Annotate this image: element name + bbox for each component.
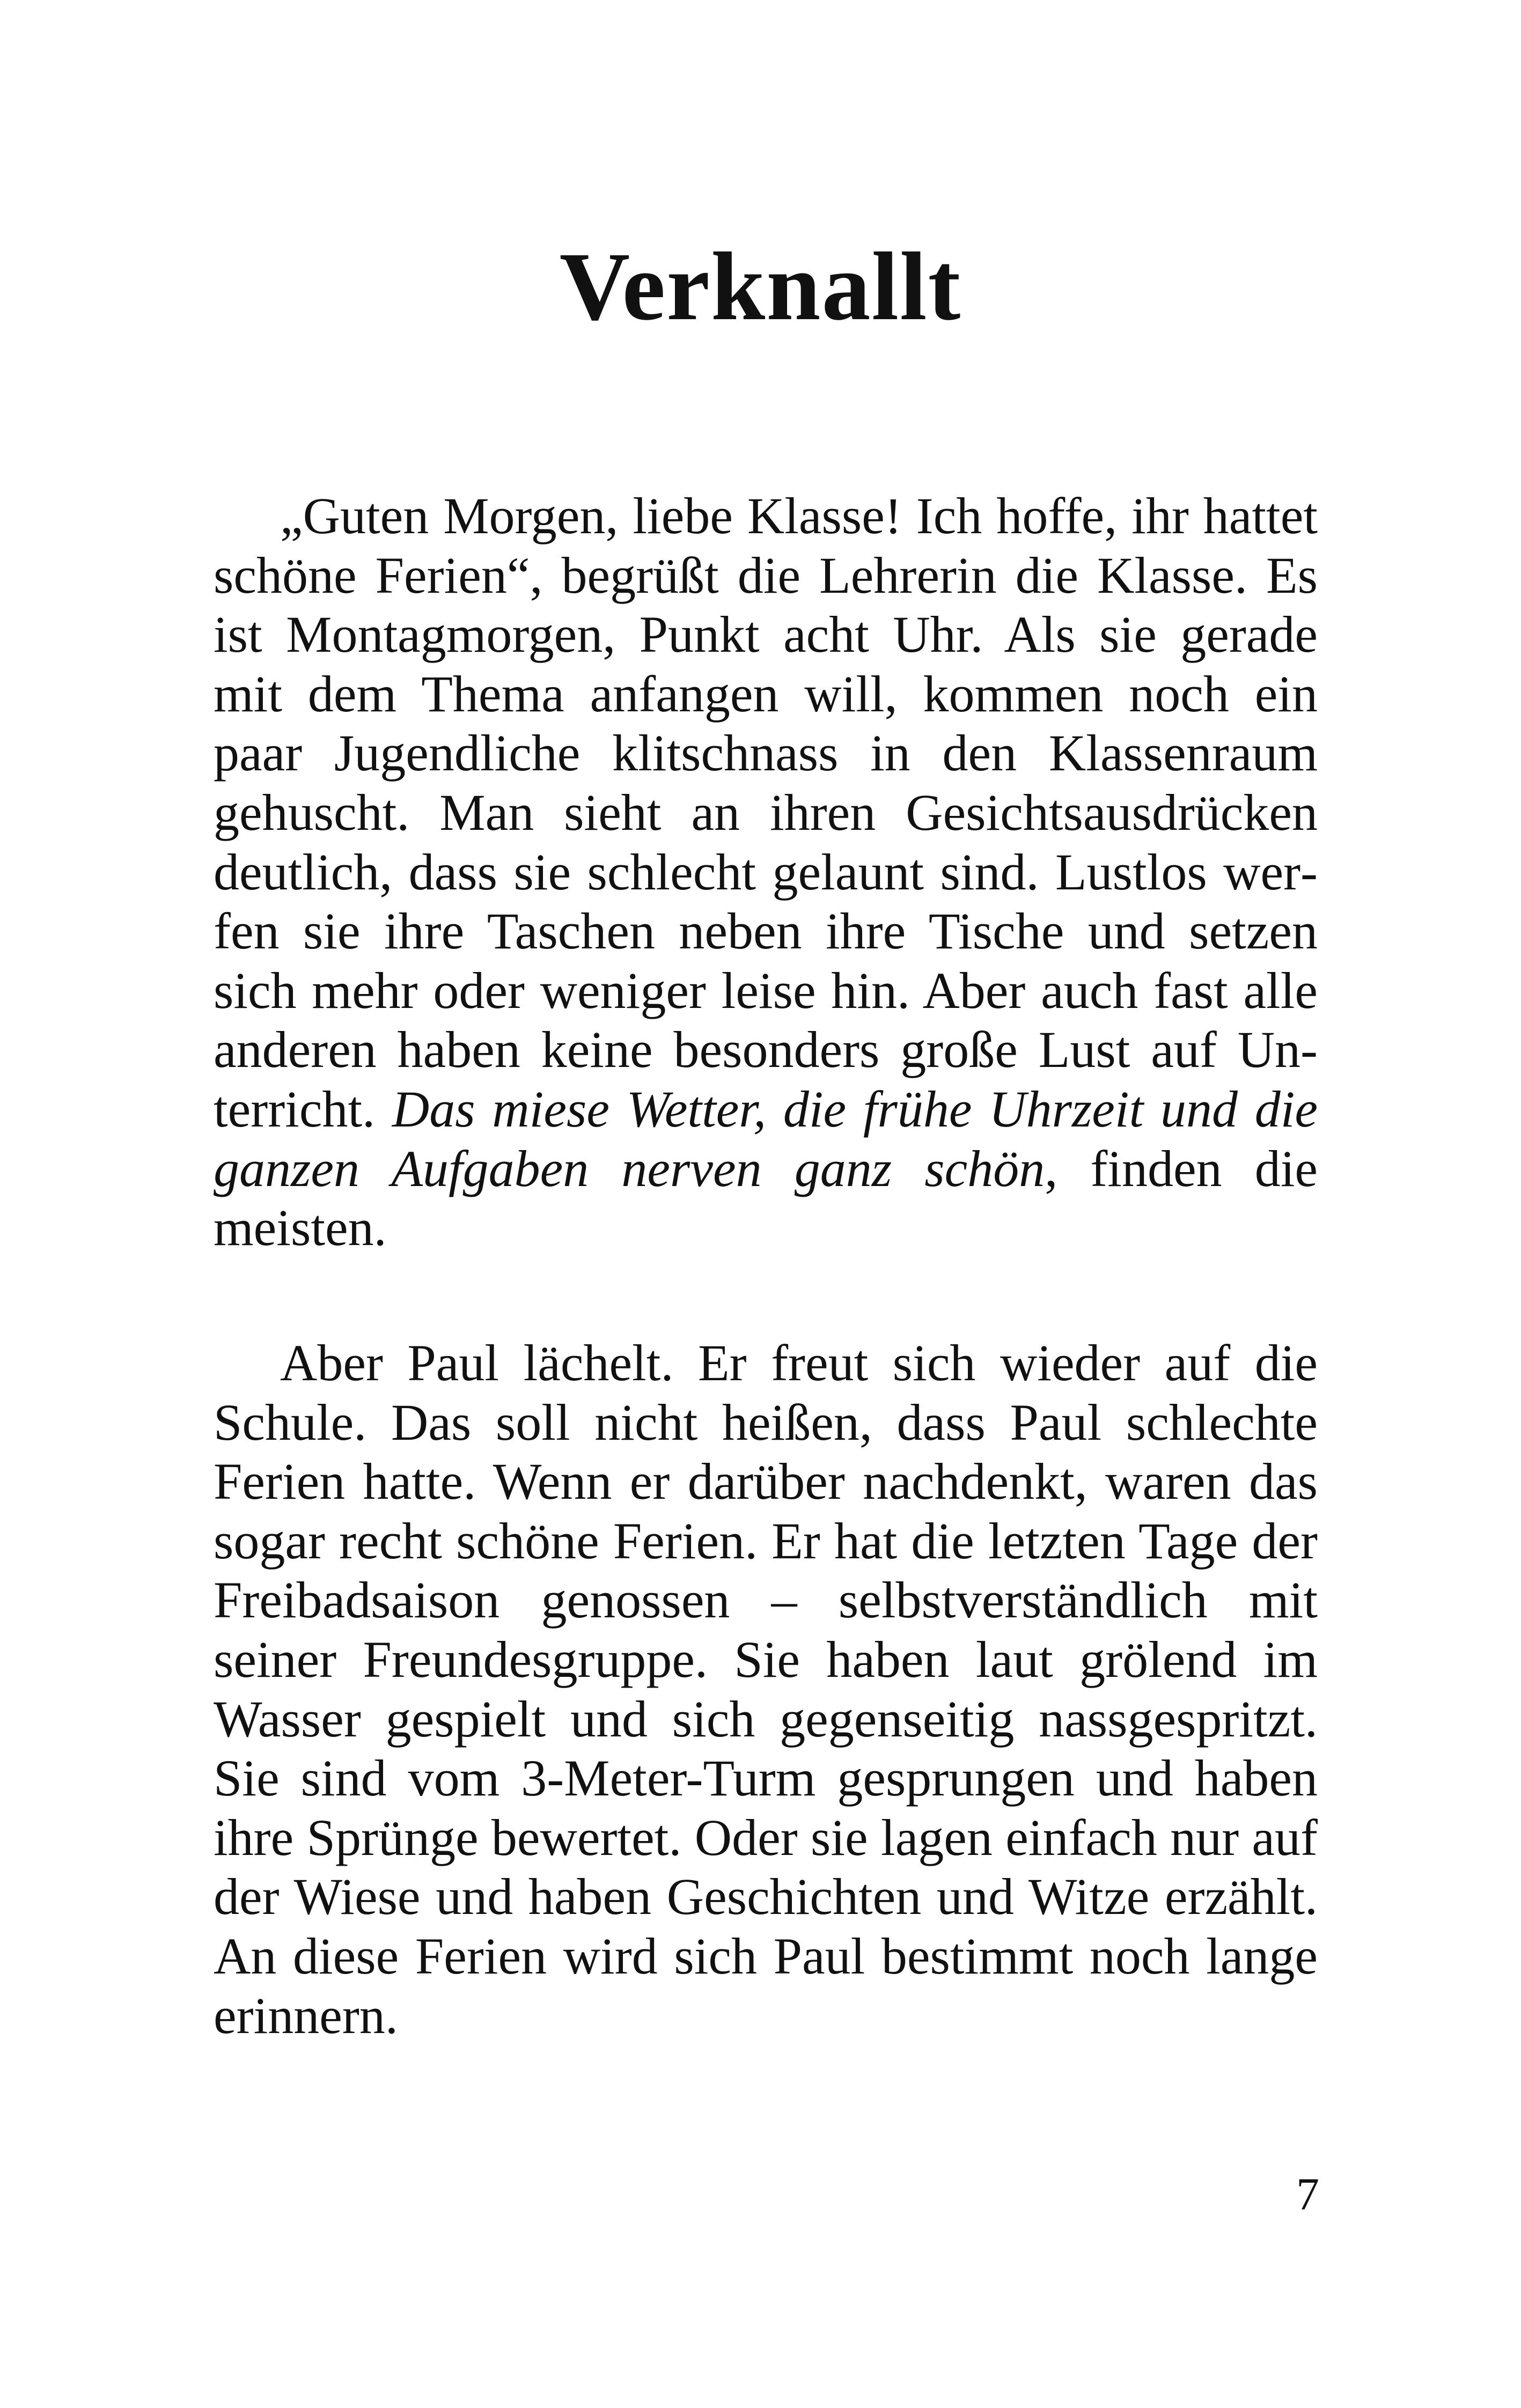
paragraph-text: , finden die meisten. [214, 1139, 1318, 1257]
body-paragraph-2-block [214, 1334, 1318, 2045]
paragraph-text: Aber Paul lächelt. Er freut sich wieder auf die Schule. Das soll nicht heißen, dass Paul schlechte Ferien hatte. Wenn er darüber nachdenkt, waren das sogar recht schöne Ferien. Er hat die letzten Tage der Freibadsaison genossen – selbstverständlich mit seiner Freundesgruppe. Sie haben laut grölend im Wasser gespielt und sich gegenseitig nassgespritzt. Sie sind vom 3-Meter-Turm gesprungen und haben ihre Sprünge bewertet. Oder sie lagen einfach nur auf der Wiese und haben Geschichten und Witze erzählt. An diese Ferien wird sich Paul bestimmt noch lange erinnern. [214, 1334, 1318, 2044]
body-paragraph [214, 487, 1318, 1258]
italic-thought: Das miese Wetter, die frühe Uhrzeit und die ganzen Aufgaben nerven ganz schön [214, 1080, 1318, 1197]
chapter-title: Verknallt [559, 233, 962, 341]
body-paragraph [214, 1334, 1318, 2045]
paragraph-text: „Guten Morgen, liebe Klasse! Ich hoffe, ihr hattet schöne Ferien“, begrüßt die Lehrerin die Klasse. Es ist Montagmorgen, Punkt acht Uhr. Als sie gerade mit dem Thema anfangen will, kommen noch ein paar Jugendliche klitschnass in den Klassenraum gehuscht. Man sieht an ihren Gesichtsausdrücken deutlich, dass sie schlecht gelaunt sind. Lustlos werfen sie ihre Taschen neben ihre Tische und setzen sich mehr oder weniger leise hin. Aber auch fast alle anderen haben keine besonders große Lust auf Unterricht. [214, 487, 1318, 1138]
page-number: 7 [1296, 2168, 1319, 2220]
body-paragraph-1-block [214, 487, 1318, 1258]
